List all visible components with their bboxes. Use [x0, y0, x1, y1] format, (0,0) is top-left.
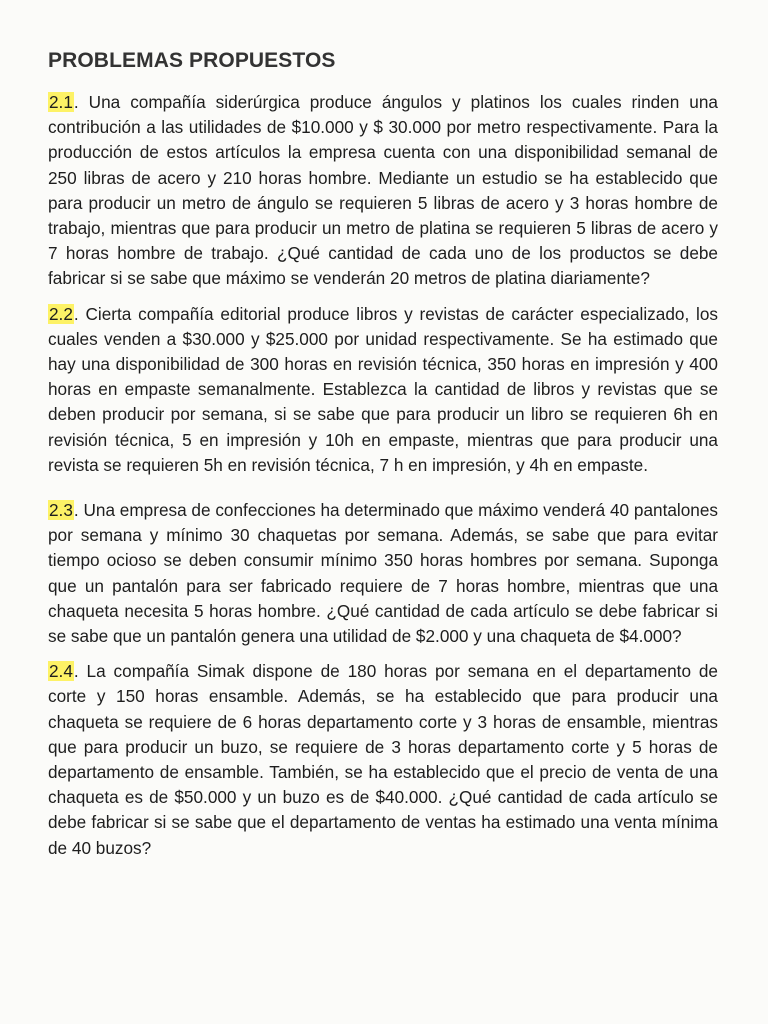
problem-number: 2.2 [49, 303, 73, 324]
paragraph-spacer [48, 292, 718, 302]
document-page [48, 46, 718, 861]
problem-number: 2.3 [49, 500, 73, 521]
problem-2-4 [48, 659, 718, 861]
problem-number: 2.4 [49, 661, 73, 682]
problem-2-2 [48, 302, 718, 478]
problem-text: . La compañía Simak dispone de 180 horas por semana en el departamento de corte y 150 horas ensamble. Además, se ha establecido que para producir una chaqueta se requiere de 6 horas departamento corte y 3 horas de ensamble, mientras que para producir un buzo, se requiere de 3 horas departamento corte y 5 horas de departamento de ensamble. También, se ha establecido que el precio de venta de una chaqueta es de $50.000 y un buzo es de $40.000. ¿Qué cantidad de cada artículo se debe fabricar si se sabe que el departamento de ventas ha estimado una venta mínima de 40 buzos? [48, 661, 718, 858]
problem-text: . Una compañía siderúrgica produce ángulos y platinos los cuales rinden una contribución a las utilidades de $10.000 y $ 30.000 por metro respectivamente. Para la producción de estos artículos la empresa cuenta con una disponibilidad semanal de 250 libras de acero y 210 horas hombre. Mediante un estudio se ha establecido que para producir un metro de ángulo se requieren 5 libras de acero y 3 horas hombre de trabajo, mientras que para producir un metro de platina se requieren 5 libras de acero y 7 horas hombre de trabajo. ¿Qué cantidad de cada uno de los productos se debe fabricar si se sabe que máximo se venderán 20 metros de platina diariamente? [48, 92, 718, 289]
problem-text: . Cierta compañía editorial produce libros y revistas de carácter especializado, los cuales venden a $30.000 y $25.000 por unidad respectivamente. Se ha estimado que hay una disponibilidad de 300 horas en revisión técnica, 350 horas en impresión y 400 horas en empaste semanalmente. Establezca la cantidad de libros y revistas que se deben producir por semana, si se sabe que para producir un libro se requieren 6h en revisión técnica, 5 en impresión y 10h en empaste, mientras que para producir una revista se requieren 5h en revisión técnica, 7 h en impresión, y 4h en empaste. [48, 303, 718, 475]
problem-2-1 [48, 90, 718, 292]
paragraph-spacer [48, 649, 718, 659]
problem-2-3 [48, 498, 718, 649]
problem-number: 2.1 [49, 92, 73, 112]
problem-text: . Una empresa de confecciones ha determinado que máximo venderá 40 pantalones por semana y mínimo 30 chaquetas por semana. Además, se sabe que para evitar tiempo ocioso se deben consumir mínimo 350 horas hombres por semana. Suponga que un pantalón para ser fabricado requiere de 7 horas hombre, mientras que una chaqueta necesita 5 horas hombre. ¿Qué cantidad de cada artículo se debe fabricar si se sabe que un pantalón genera una utilidad de $2.000 y una chaqueta de $4.000? [48, 500, 718, 647]
paragraph-spacer [48, 478, 718, 498]
page-title: PROBLEMAS PROPUESTOS [48, 49, 336, 72]
